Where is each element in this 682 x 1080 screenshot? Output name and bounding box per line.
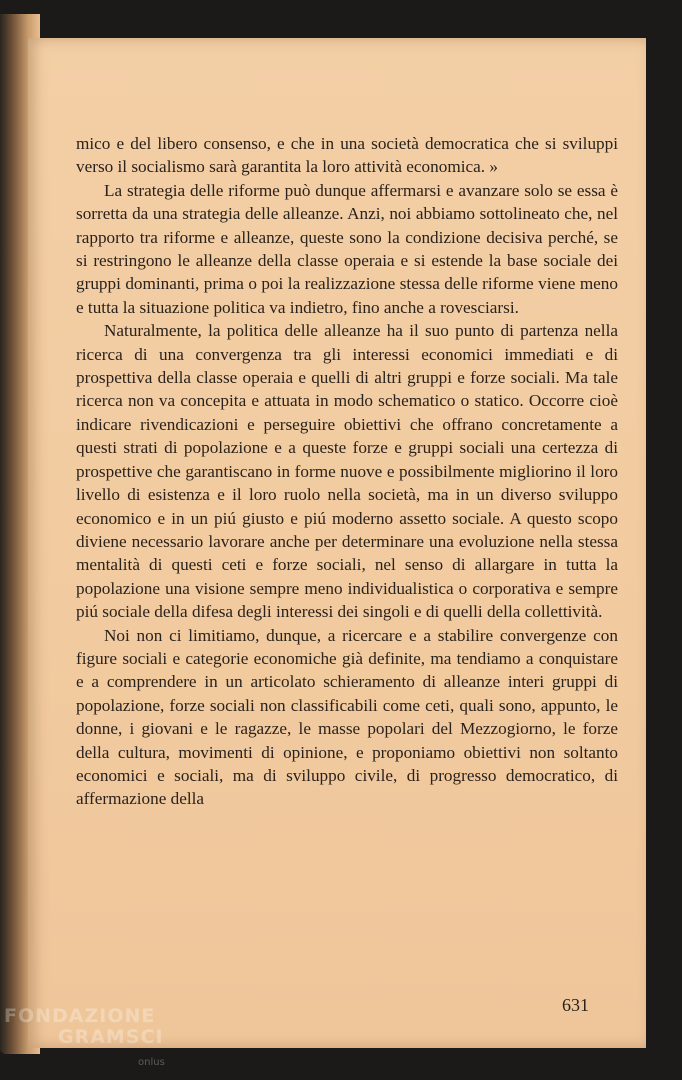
paragraph-4: Noi non ci limitiamo, dunque, a ricercare e a stabilire convergenze con figure sociali e categorie economiche già definite, ma tendiamo a conquistare e a comprendere in un articolato schieramento di alleanze interi gruppi di popolazione, forze sociali non classificabili come ceti, quali sono, appunto, le donne, i giovani e le ragazze, le masse popolari del Mezzogiorno, le forze della cultura, movimenti di opinione, e proponiamo obiettivi non soltanto economici e sociali, ma di sviluppo civile, di progresso democratico, di affermazione della: [76, 625, 618, 809]
watermark-line-1: FONDAZIONE: [4, 1005, 156, 1027]
paragraph-1: mico e del libero consenso, e che in una società democratica che si sviluppi verso il socialismo sarà garantita la loro attività economica. »: [76, 134, 618, 177]
page-number: 631: [562, 995, 589, 1015]
paragraph-3: Naturalmente, la politica delle alleanze ha il suo punto di partenza nella ricerca di una convergenza tra gli interessi economici immediati e di prospettiva della classe operaia e quelli di altri gruppi e forze sociali. Ma tale ricerca non va concepita e attuata in modo schematico o statico. Occorre cioè indicare rivendicazioni e perseguire obiettivi che offrano concretamente a questi strati di popolazione e a queste forze e gruppi sociali una certezza di prospettive che garantiscano in forme nuove e possibilmente migliorino il loro livello di esistenza e il loro ruolo nella società, ma in un diverso sviluppo economico e in un piú giusto e piú moderno assetto sociale. A questo scopo diviene necessario lavorare anche per determinare una evoluzione nella stessa mentalità di questi ceti e forze sociali, nel senso di allargare in tutta la popolazione una visione sempre meno individualistica o corporativa e sempre piú sociale della difesa degli interessi dei singoli e di quelli della collettività.: [76, 321, 618, 622]
watermark-logo: [4, 1005, 165, 1068]
watermark-line-2: GRAMSCI: [58, 1026, 164, 1048]
paragraph-2: La strategia delle riforme può dunque affermarsi e avanzare solo se essa è sorretta da una strategia delle alleanze. Anzi, noi abbiamo sottolineato che, nel rapporto tra riforme e alleanze, queste sono la condizione decisiva perché, se si restringono le alleanze della classe operaia e si estende la base sociale dei gruppi dominanti, prima o poi la realizzazione stessa delle riforme viene meno e tutta la situazione politica va indietro, fino anche a rovesciarsi.: [76, 180, 618, 317]
watermark-line-3: onlus: [138, 1057, 165, 1068]
body-text: [76, 132, 618, 811]
book-page: [28, 38, 646, 1048]
